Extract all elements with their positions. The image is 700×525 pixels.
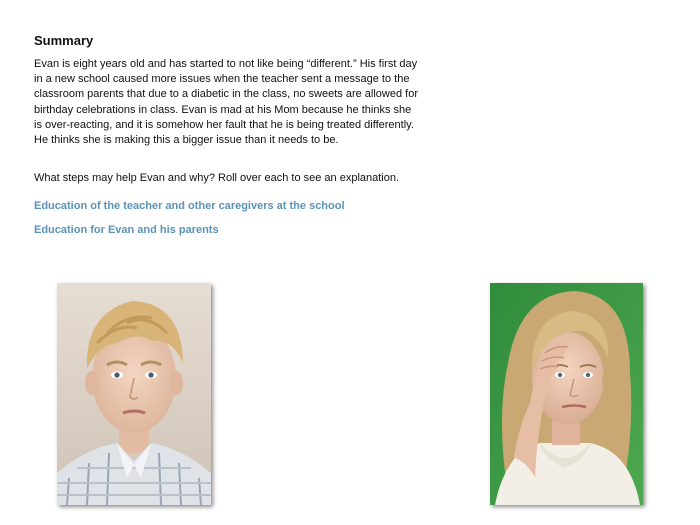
rollover-family-education[interactable]: Education for Evan and his parents (34, 224, 219, 236)
summary-paragraph: Evan is eight years old and has started to not like being “different.” His first day in a new school caused more issues when the teacher sent a message to the classroom parents that due to a diabetic in the class, no sweets are allowed for birthday celebrations in class. Evan is mad at his Mom because he thinks she is over-reacting, and it is somehow her fault that he is being treated differently. He thinks she is making this a bigger issue than it needs to be. (34, 58, 418, 147)
summary-heading: Summary (34, 33, 94, 48)
upset-boy-photo (57, 283, 211, 505)
upset-boy-illustration (57, 283, 211, 505)
stressed-mother-illustration (490, 283, 643, 505)
question-prompt: What steps may help Evan and why? Roll over each to see an explanation. (34, 172, 400, 184)
stressed-mother-photo (490, 283, 643, 505)
rollover-teacher-education[interactable]: Education of the teacher and other caregivers at the school (34, 200, 345, 212)
